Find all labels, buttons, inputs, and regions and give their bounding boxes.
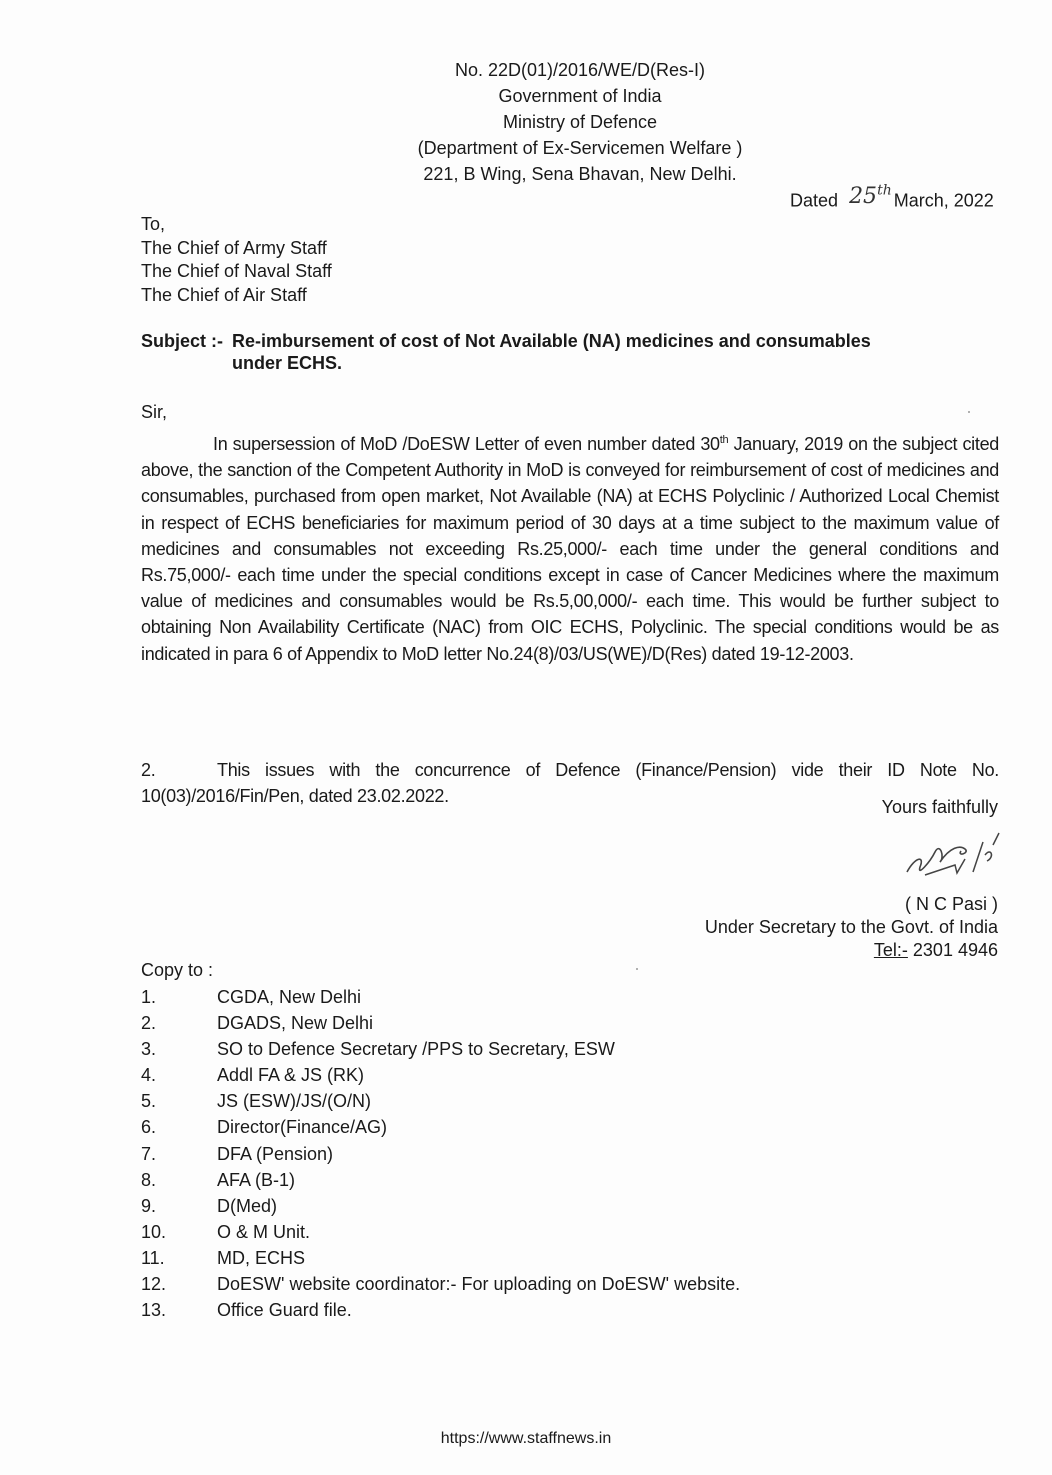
list-item (141, 1297, 740, 1323)
government-name: Government of India (498, 86, 662, 106)
list-item (141, 1036, 740, 1062)
item-text: JS (ESW)/JS/(O/N) (217, 1091, 371, 1112)
item-text: DGADS, New Delhi (217, 1013, 374, 1034)
item-number: 10. (141, 1221, 167, 1242)
item-text: Office Guard file. (217, 1300, 352, 1321)
date-label: Dated (790, 190, 839, 211)
date-month-year: March, 2022 (893, 190, 994, 211)
handwritten-day-number: 25 (849, 184, 878, 210)
to-label: To, (141, 214, 166, 234)
paragraph-1-rest: January, 2019 on the subject cited above, the sanction of the Competent Authority in MoD is conveyed for reimbursement of cost of medicines and consumables, purchased from open market, Not Available (NA) at ECHS Polyclinic / Authorized Local Chemist in respect of ECHS beneficiaries for maximum period of 30 days at a time subject to the maximum value of medicines and consumables not exceeding Rs.25,000/- each time under the general conditions and Rs.75,000/- each time under the special conditions except in case of Cancer Medicines where the maximum value of medicines and consumables would be Rs.5,00,000/- each time. This would be further subject to obtaining Non Availability Certificate (NAC) from OIC ECHS, Polyclinic. The special conditions would be as indicated in para 6 of Appendix to MoD letter No.24(8)/03/US(WE)/D(Res) dated 19-12-2003. (141, 434, 999, 664)
item-number: 2. (141, 1013, 157, 1034)
item-number: 8. (141, 1169, 157, 1190)
list-item (141, 1167, 740, 1193)
subject-text-line2: under ECHS. (232, 353, 343, 373)
recipient-air: The Chief of Air Staff (141, 284, 307, 305)
item-text: DoESW' website coordinator:- For uploading on DoESW' website. (217, 1274, 741, 1295)
item-number: 7. (141, 1143, 157, 1164)
office-address: 221, B Wing, Sena Bhavan, New Delhi. (423, 164, 737, 184)
subject-label: Subject :- (141, 331, 224, 351)
item-number: 11. (141, 1247, 165, 1268)
list-item (141, 1193, 740, 1219)
item-number: 6. (141, 1117, 157, 1138)
item-text: Director(Finance/AG) (217, 1117, 388, 1138)
item-text: SO to Defence Secretary /PPS to Secretary, ESW (217, 1039, 615, 1060)
copy-to-list (141, 984, 740, 1323)
scan-speck (636, 968, 638, 970)
item-number: 3. (141, 1039, 157, 1060)
tel-label: Tel:- (873, 940, 908, 960)
item-text: CGDA, New Delhi (217, 987, 362, 1007)
list-item (141, 1010, 740, 1036)
scan-speck (968, 411, 970, 413)
item-number: 12. (141, 1274, 167, 1295)
paragraph-1-start: In supersession of MoD /DoESW Letter of even number dated 30 (213, 434, 720, 454)
letter-header (380, 57, 780, 187)
item-number: 5. (141, 1091, 157, 1112)
recipient-army: The Chief of Army Staff (141, 237, 327, 258)
paragraph-2 (141, 757, 999, 809)
list-item (141, 1245, 740, 1271)
list-item (141, 1271, 740, 1297)
signature-icon (895, 827, 1005, 887)
item-text: AFA (B-1) (217, 1169, 296, 1190)
handwritten-day-suffix: th (877, 183, 892, 199)
paragraph-2-number: 2. (141, 760, 156, 780)
list-item (141, 984, 740, 1010)
addressee-block (141, 213, 332, 307)
list-item (141, 1219, 740, 1245)
item-number: 13. (141, 1300, 167, 1321)
ministry-name: Ministry of Defence (502, 112, 658, 132)
salutation: Sir, (141, 402, 168, 422)
item-text: D(Med) (217, 1195, 278, 1216)
recipient-navy: The Chief of Naval Staff (141, 261, 332, 281)
item-text: DFA (Pension) (217, 1143, 334, 1164)
signatory-telephone (705, 939, 998, 962)
department-name: (Department of Ex-Servicemen Welfare ) (417, 138, 743, 158)
file-number: No. 22D(01)/2016/WE/D(Res-I) (454, 60, 706, 80)
list-item (141, 1088, 740, 1114)
list-item (141, 1114, 740, 1140)
paragraph-1 (141, 427, 999, 667)
subject-line (141, 330, 1001, 374)
signatory-name: ( N C Pasi ) (904, 894, 998, 914)
subject-text-line1: Re-imbursement of cost of Not Available (NA) medicines and consumables (232, 331, 871, 351)
paragraph-2-text: This issues with the concurrence of Defence (Finance/Pension) vide their ID Note No. 10(03)/2016/Fin/Pen, dated 23.02.2022. (141, 760, 999, 807)
list-item (141, 1141, 740, 1167)
tel-number: 2301 4946 (912, 940, 998, 960)
item-text: Addl FA & JS (RK) (217, 1065, 365, 1086)
signatory-designation: Under Secretary to the Govt. of India (704, 917, 998, 937)
letter-date (790, 183, 994, 212)
item-number: 4. (141, 1065, 157, 1086)
item-number: 9. (141, 1195, 157, 1216)
copy-to-label: Copy to : (141, 960, 214, 980)
closing: Yours faithfully (881, 797, 998, 817)
footer-url[interactable]: https://www.staffnews.in (440, 1430, 612, 1447)
list-item (141, 1062, 740, 1088)
handwritten-day (849, 184, 892, 209)
item-number: 1. (141, 987, 157, 1007)
ordinal-suffix: th (719, 434, 729, 446)
item-text: O & M Unit. (217, 1221, 311, 1242)
signatory-block (705, 893, 998, 962)
item-text: MD, ECHS (217, 1247, 306, 1268)
